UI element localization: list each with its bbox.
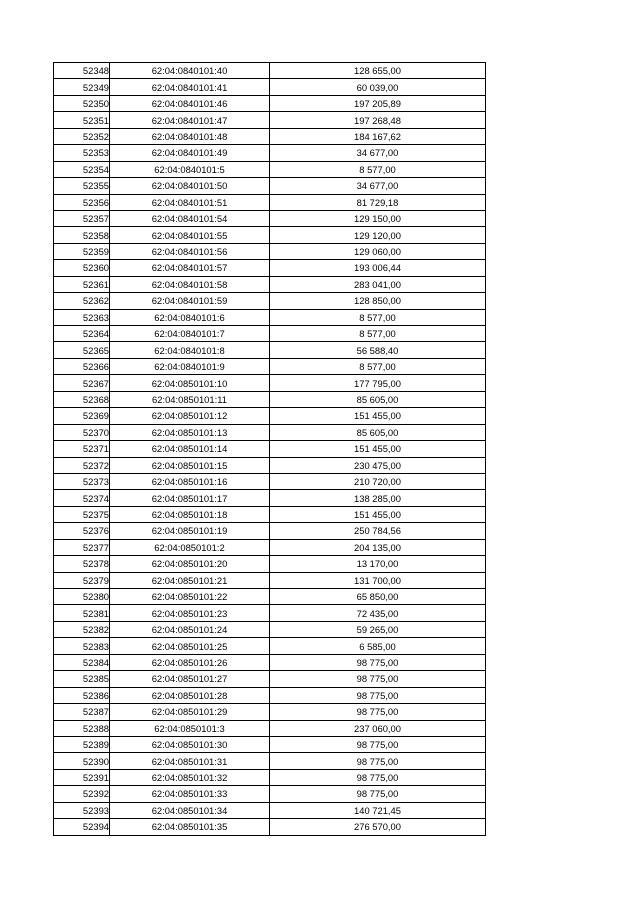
table-row (54, 786, 486, 802)
row-number-cell: 52369 (54, 408, 110, 424)
row-number-cell: 52370 (54, 424, 110, 440)
table-row (54, 753, 486, 769)
cadastral-number-cell: 62:04:0850101:10 (110, 375, 270, 391)
cadastral-value-cell: 193 006,44 (270, 260, 486, 276)
cadastral-value-cell: 204 135,00 (270, 539, 486, 555)
cadastral-number-cell: 62:04:0850101:18 (110, 506, 270, 522)
cadastral-number-cell: 62:04:0850101:12 (110, 408, 270, 424)
cadastral-number-cell: 62:04:0850101:26 (110, 654, 270, 670)
table-row (54, 490, 486, 506)
table-row (54, 621, 486, 637)
table-row (54, 145, 486, 161)
table-row (54, 671, 486, 687)
cadastral-value-table (53, 62, 486, 836)
cadastral-number-cell: 62:04:0850101:11 (110, 391, 270, 407)
row-number-cell: 52388 (54, 720, 110, 736)
cadastral-value-cell: 237 060,00 (270, 720, 486, 736)
cadastral-number-cell: 62:04:0850101:29 (110, 704, 270, 720)
cadastral-value-cell: 140 721,45 (270, 802, 486, 818)
cadastral-value-cell: 98 775,00 (270, 736, 486, 752)
row-number-cell: 52375 (54, 506, 110, 522)
row-number-cell: 52356 (54, 194, 110, 210)
table-row (54, 63, 486, 79)
cadastral-number-cell: 62:04:0850101:28 (110, 687, 270, 703)
cadastral-number-cell: 62:04:0850101:33 (110, 786, 270, 802)
cadastral-value-cell: 85 605,00 (270, 391, 486, 407)
table-row (54, 424, 486, 440)
cadastral-number-cell: 62:04:0840101:6 (110, 309, 270, 325)
cadastral-number-cell: 62:04:0850101:32 (110, 769, 270, 785)
cadastral-value-cell: 177 795,00 (270, 375, 486, 391)
cadastral-number-cell: 62:04:0850101:30 (110, 736, 270, 752)
table-row (54, 441, 486, 457)
row-number-cell: 52351 (54, 112, 110, 128)
cadastral-number-cell: 62:04:0850101:35 (110, 819, 270, 835)
cadastral-value-cell: 60 039,00 (270, 79, 486, 95)
cadastral-value-cell: 85 605,00 (270, 424, 486, 440)
table-row (54, 243, 486, 259)
table-row (54, 260, 486, 276)
cadastral-value-cell: 151 455,00 (270, 408, 486, 424)
row-number-cell: 52372 (54, 457, 110, 473)
table-row (54, 293, 486, 309)
cadastral-number-cell: 62:04:0840101:57 (110, 260, 270, 276)
cadastral-value-cell: 131 700,00 (270, 572, 486, 588)
table-body (54, 63, 486, 836)
row-number-cell: 52357 (54, 210, 110, 226)
cadastral-value-cell: 8 577,00 (270, 161, 486, 177)
cadastral-value-cell: 56 588,40 (270, 342, 486, 358)
cadastral-value-cell: 276 570,00 (270, 819, 486, 835)
cadastral-number-cell: 62:04:0840101:55 (110, 227, 270, 243)
cadastral-value-cell: 34 677,00 (270, 178, 486, 194)
cadastral-number-cell: 62:04:0850101:19 (110, 523, 270, 539)
table-row (54, 309, 486, 325)
row-number-cell: 52360 (54, 260, 110, 276)
cadastral-number-cell: 62:04:0850101:20 (110, 556, 270, 572)
cadastral-number-cell: 62:04:0840101:5 (110, 161, 270, 177)
cadastral-number-cell: 62:04:0850101:27 (110, 671, 270, 687)
cadastral-number-cell: 62:04:0850101:13 (110, 424, 270, 440)
cadastral-number-cell: 62:04:0850101:2 (110, 539, 270, 555)
row-number-cell: 52376 (54, 523, 110, 539)
cadastral-value-cell: 197 205,89 (270, 95, 486, 111)
row-number-cell: 52391 (54, 769, 110, 785)
row-number-cell: 52358 (54, 227, 110, 243)
cadastral-value-cell: 184 167,62 (270, 128, 486, 144)
cadastral-value-cell: 81 729,18 (270, 194, 486, 210)
cadastral-number-cell: 62:04:0840101:50 (110, 178, 270, 194)
row-number-cell: 52363 (54, 309, 110, 325)
cadastral-number-cell: 62:04:0850101:17 (110, 490, 270, 506)
cadastral-value-cell: 98 775,00 (270, 704, 486, 720)
cadastral-value-cell: 34 677,00 (270, 145, 486, 161)
table-row (54, 572, 486, 588)
row-number-cell: 52377 (54, 539, 110, 555)
cadastral-value-cell: 128 655,00 (270, 63, 486, 79)
cadastral-number-cell: 62:04:0840101:8 (110, 342, 270, 358)
table-row (54, 391, 486, 407)
row-number-cell: 52385 (54, 671, 110, 687)
cadastral-number-cell: 62:04:0840101:51 (110, 194, 270, 210)
row-number-cell: 52355 (54, 178, 110, 194)
table-row (54, 473, 486, 489)
cadastral-value-cell: 151 455,00 (270, 506, 486, 522)
row-number-cell: 52348 (54, 63, 110, 79)
table-row (54, 161, 486, 177)
cadastral-value-cell: 98 775,00 (270, 654, 486, 670)
cadastral-number-cell: 62:04:0840101:59 (110, 293, 270, 309)
cadastral-value-cell: 8 577,00 (270, 326, 486, 342)
table-row (54, 128, 486, 144)
cadastral-number-cell: 62:04:0850101:3 (110, 720, 270, 736)
row-number-cell: 52384 (54, 654, 110, 670)
row-number-cell: 52352 (54, 128, 110, 144)
row-number-cell: 52371 (54, 441, 110, 457)
table-row (54, 589, 486, 605)
cadastral-value-cell: 250 784,56 (270, 523, 486, 539)
cadastral-value-cell: 283 041,00 (270, 276, 486, 292)
cadastral-number-cell: 62:04:0850101:23 (110, 605, 270, 621)
row-number-cell: 52378 (54, 556, 110, 572)
cadastral-value-cell: 197 268,48 (270, 112, 486, 128)
cadastral-value-cell: 59 265,00 (270, 621, 486, 637)
cadastral-value-cell: 65 850,00 (270, 589, 486, 605)
table-row (54, 326, 486, 342)
cadastral-number-cell: 62:04:0840101:58 (110, 276, 270, 292)
row-number-cell: 52379 (54, 572, 110, 588)
table-row (54, 375, 486, 391)
table-row (54, 276, 486, 292)
cadastral-number-cell: 62:04:0840101:49 (110, 145, 270, 161)
table-row (54, 358, 486, 374)
cadastral-number-cell: 62:04:0850101:16 (110, 473, 270, 489)
table-row (54, 556, 486, 572)
cadastral-value-cell: 210 720,00 (270, 473, 486, 489)
table-row (54, 194, 486, 210)
cadastral-value-cell: 8 577,00 (270, 309, 486, 325)
cadastral-value-cell: 129 150,00 (270, 210, 486, 226)
cadastral-number-cell: 62:04:0840101:9 (110, 358, 270, 374)
cadastral-number-cell: 62:04:0840101:48 (110, 128, 270, 144)
table-row (54, 539, 486, 555)
row-number-cell: 52366 (54, 358, 110, 374)
table-row (54, 178, 486, 194)
cadastral-value-cell: 98 775,00 (270, 786, 486, 802)
row-number-cell: 52374 (54, 490, 110, 506)
row-number-cell: 52387 (54, 704, 110, 720)
table-row (54, 720, 486, 736)
table-row (54, 457, 486, 473)
table-row (54, 736, 486, 752)
table-row (54, 342, 486, 358)
table-row (54, 769, 486, 785)
row-number-cell: 52383 (54, 638, 110, 654)
cadastral-number-cell: 62:04:0850101:24 (110, 621, 270, 637)
row-number-cell: 52353 (54, 145, 110, 161)
row-number-cell: 52381 (54, 605, 110, 621)
row-number-cell: 52362 (54, 293, 110, 309)
row-number-cell: 52350 (54, 95, 110, 111)
row-number-cell: 52373 (54, 473, 110, 489)
cadastral-number-cell: 62:04:0850101:22 (110, 589, 270, 605)
table-row (54, 506, 486, 522)
row-number-cell: 52390 (54, 753, 110, 769)
cadastral-value-cell: 8 577,00 (270, 358, 486, 374)
row-number-cell: 52364 (54, 326, 110, 342)
table-row (54, 638, 486, 654)
table-row (54, 227, 486, 243)
table-row (54, 605, 486, 621)
cadastral-value-cell: 13 170,00 (270, 556, 486, 572)
cadastral-value-cell: 98 775,00 (270, 671, 486, 687)
row-number-cell: 52349 (54, 79, 110, 95)
row-number-cell: 52367 (54, 375, 110, 391)
cadastral-number-cell: 62:04:0840101:46 (110, 95, 270, 111)
table-row (54, 704, 486, 720)
row-number-cell: 52359 (54, 243, 110, 259)
cadastral-number-cell: 62:04:0840101:56 (110, 243, 270, 259)
table-row (54, 802, 486, 818)
row-number-cell: 52392 (54, 786, 110, 802)
cadastral-number-cell: 62:04:0850101:15 (110, 457, 270, 473)
cadastral-value-cell: 138 285,00 (270, 490, 486, 506)
cadastral-value-cell: 98 775,00 (270, 769, 486, 785)
cadastral-number-cell: 62:04:0850101:31 (110, 753, 270, 769)
cadastral-number-cell: 62:04:0850101:14 (110, 441, 270, 457)
row-number-cell: 52389 (54, 736, 110, 752)
cadastral-number-cell: 62:04:0850101:25 (110, 638, 270, 654)
cadastral-number-cell: 62:04:0840101:7 (110, 326, 270, 342)
table-row (54, 654, 486, 670)
cadastral-value-cell: 72 435,00 (270, 605, 486, 621)
cadastral-value-cell: 129 120,00 (270, 227, 486, 243)
cadastral-value-cell: 98 775,00 (270, 753, 486, 769)
row-number-cell: 52368 (54, 391, 110, 407)
cadastral-number-cell: 62:04:0840101:54 (110, 210, 270, 226)
table-row (54, 687, 486, 703)
cadastral-value-cell: 6 585,00 (270, 638, 486, 654)
row-number-cell: 52394 (54, 819, 110, 835)
row-number-cell: 52361 (54, 276, 110, 292)
cadastral-value-cell: 230 475,00 (270, 457, 486, 473)
row-number-cell: 52382 (54, 621, 110, 637)
cadastral-value-cell: 151 455,00 (270, 441, 486, 457)
cadastral-value-cell: 98 775,00 (270, 687, 486, 703)
table-row (54, 408, 486, 424)
cadastral-number-cell: 62:04:0850101:21 (110, 572, 270, 588)
cadastral-number-cell: 62:04:0840101:41 (110, 79, 270, 95)
row-number-cell: 52354 (54, 161, 110, 177)
cadastral-value-cell: 128 850,00 (270, 293, 486, 309)
row-number-cell: 52365 (54, 342, 110, 358)
table-row (54, 112, 486, 128)
cadastral-number-cell: 62:04:0850101:34 (110, 802, 270, 818)
table-row (54, 95, 486, 111)
row-number-cell: 52380 (54, 589, 110, 605)
cadastral-number-cell: 62:04:0840101:40 (110, 63, 270, 79)
table-row (54, 819, 486, 835)
cadastral-number-cell: 62:04:0840101:47 (110, 112, 270, 128)
table-row (54, 523, 486, 539)
table-row (54, 210, 486, 226)
cadastral-value-cell: 129 060,00 (270, 243, 486, 259)
table-row (54, 79, 486, 95)
row-number-cell: 52386 (54, 687, 110, 703)
row-number-cell: 52393 (54, 802, 110, 818)
